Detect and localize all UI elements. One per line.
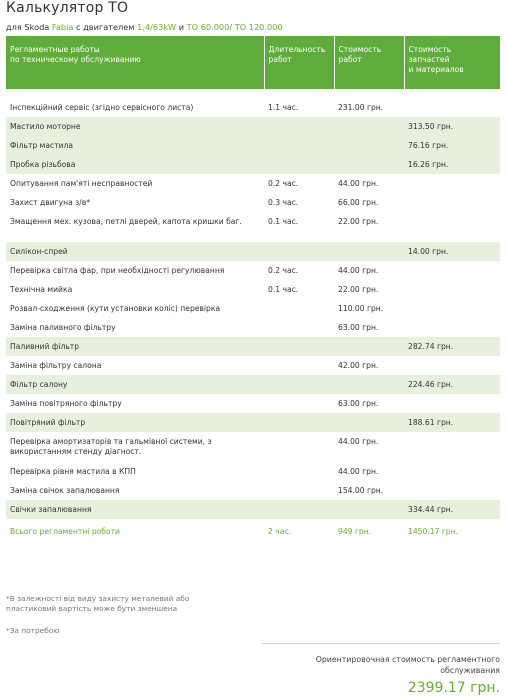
summary-label: Ориентировочная стоимость регламентного обслуживания xyxy=(315,655,500,675)
table-row xyxy=(6,432,500,462)
duration-cell xyxy=(264,136,334,155)
table-row xyxy=(6,261,500,280)
labor-cell: 44.00 грн. xyxy=(338,437,379,446)
work-cell: Фільтр мастила xyxy=(6,136,264,155)
footnote-as-needed: *За потребою xyxy=(6,626,60,635)
duration-cell xyxy=(264,337,334,356)
vehicle-subtitle xyxy=(6,22,283,32)
work-cell: Захист двигуна з/в* xyxy=(10,198,91,207)
duration-cell xyxy=(264,432,334,462)
labor-cell: 63.00 грн. xyxy=(338,399,379,408)
table-row xyxy=(6,242,500,261)
parts-cell xyxy=(404,212,500,242)
header-work xyxy=(6,36,264,89)
header-line: и материалов xyxy=(408,65,464,74)
total-labor: 949 грн. xyxy=(338,527,372,536)
work-cell: Розвал-сходження (кути установки коліс) перевірка xyxy=(10,304,221,313)
total-label: Всього регламентні роботи xyxy=(10,527,120,536)
duration-cell: 0.2 час. xyxy=(268,179,299,188)
labor-cell: 44.00 грн. xyxy=(338,467,379,476)
parts-cell xyxy=(404,261,500,280)
subtitle-prefix: для Skoda xyxy=(6,22,52,32)
labor-cell: 22.00 грн. xyxy=(338,285,379,294)
header-labor-cost xyxy=(334,36,404,89)
table-row xyxy=(6,155,500,174)
table-row xyxy=(6,481,500,500)
labor-cell: 66.00 грн. xyxy=(338,198,379,207)
parts-cell xyxy=(404,89,500,117)
parts-cell xyxy=(404,193,500,212)
labor-cell: 44.00 грн. xyxy=(338,266,379,275)
duration-cell: 1.1 час. xyxy=(268,103,299,112)
labor-cell: 63.00 грн. xyxy=(338,323,379,332)
labor-cell xyxy=(334,500,404,519)
labor-cell: 110.00 грн. xyxy=(338,304,384,313)
work-cell: Заміна свічок запалювання xyxy=(10,486,120,495)
duration-cell: 0.3 час. xyxy=(268,198,299,207)
labor-cell: 22.00 грн. xyxy=(338,217,379,226)
labor-cell xyxy=(334,117,404,136)
duration-cell xyxy=(264,500,334,519)
duration-cell xyxy=(264,413,334,432)
parts-cell: 224.46 грн. xyxy=(404,375,500,394)
duration-cell xyxy=(264,462,334,481)
header-line: Длительность xyxy=(268,45,326,54)
parts-cell xyxy=(404,462,500,481)
work-cell: Інспекційний сервіс (згідно сервісного листа) xyxy=(10,103,194,112)
table-row xyxy=(6,193,500,212)
labor-cell xyxy=(334,413,404,432)
duration-cell xyxy=(264,356,334,375)
labor-cell: 231.00 грн. xyxy=(338,103,384,112)
table-row xyxy=(6,500,500,519)
header-line: работ xyxy=(338,55,362,64)
duration-cell: 0.2 час. xyxy=(268,266,299,275)
table-row xyxy=(6,356,500,375)
work-cell: Опитування пам'яті несправностей xyxy=(10,179,153,188)
total-parts: 1450.17 грн. xyxy=(408,527,459,536)
page-title: Калькулятор ТО xyxy=(6,0,129,16)
duration-cell xyxy=(264,242,334,261)
table-row xyxy=(6,212,500,242)
labor-cell: 42.00 грн. xyxy=(338,361,379,370)
labor-cell: 44.00 грн. xyxy=(338,179,379,188)
work-cell: Заміна повітряного фільтру xyxy=(10,399,122,408)
labor-cell xyxy=(334,136,404,155)
table-row xyxy=(6,462,500,481)
duration-cell: 0.1 час. xyxy=(268,217,299,226)
work-cell: Технічна мийка xyxy=(10,285,73,294)
parts-cell: 313.50 грн. xyxy=(404,117,500,136)
work-cell: Мастило моторне xyxy=(6,117,264,136)
labor-cell xyxy=(334,242,404,261)
parts-cell xyxy=(404,356,500,375)
duration-cell xyxy=(264,155,334,174)
parts-cell: 334.44 грн. xyxy=(404,500,500,519)
parts-cell: 14.00 грн. xyxy=(404,242,500,261)
work-cell: Перевірка амортизаторів та гальмівної системи, з використанням стенду діагност. xyxy=(10,437,212,456)
total-row xyxy=(6,519,500,541)
maintenance-table xyxy=(6,36,500,541)
header-parts-cost xyxy=(404,36,500,89)
duration-cell xyxy=(264,394,334,413)
work-cell: Паливний фільтр xyxy=(6,337,264,356)
work-cell: Повітряний фільтр xyxy=(6,413,264,432)
labor-cell: 154.00 грн. xyxy=(338,486,384,495)
table-row xyxy=(6,299,500,318)
work-cell: Перевірка світла фар, при необхідності регулювання xyxy=(10,266,225,275)
table-row xyxy=(6,136,500,155)
engine-link[interactable]: 1,4/63kW xyxy=(137,22,177,32)
header-line: по техническому обслуживанию xyxy=(10,55,141,64)
parts-cell xyxy=(404,432,500,462)
duration-cell xyxy=(264,117,334,136)
work-cell: Перевірка рівня мастила в КПП xyxy=(10,467,136,476)
parts-cell xyxy=(404,299,500,318)
parts-cell xyxy=(404,280,500,299)
table-row xyxy=(6,394,500,413)
duration-cell xyxy=(264,299,334,318)
parts-cell: 16.26 грн. xyxy=(404,155,500,174)
parts-cell xyxy=(404,481,500,500)
work-cell: Силікон-спрей xyxy=(6,242,264,261)
parts-cell xyxy=(404,174,500,193)
labor-cell xyxy=(334,375,404,394)
model-link[interactable]: Fabia xyxy=(51,22,74,32)
work-cell: Змащення мех. кузова, петлі дверей, капота кришки баг. xyxy=(10,217,242,226)
table-row xyxy=(6,375,500,394)
work-cell: Фільтр салону xyxy=(6,375,264,394)
table-row xyxy=(6,318,500,337)
header-line: Регламентные работы xyxy=(10,45,100,54)
parts-cell xyxy=(404,394,500,413)
work-cell: Заміна фільтру салона xyxy=(10,361,102,370)
interval-link[interactable]: ТО 60.000/ ТО 120.000 xyxy=(186,22,283,32)
total-duration: 2 час. xyxy=(268,527,291,536)
subtitle-mid: с двигателем xyxy=(73,22,138,32)
header-line: Стоимость xyxy=(408,45,452,54)
footnote-protection: *В залежності від виду захисту металевий або пластиковий вартість може бути зменшена xyxy=(6,594,190,613)
table-row xyxy=(6,413,500,432)
duration-cell: 0.1 час. xyxy=(268,285,299,294)
duration-cell xyxy=(264,481,334,500)
parts-cell: 282.74 грн. xyxy=(404,337,500,356)
summary-divider xyxy=(262,643,500,644)
table-row xyxy=(6,174,500,193)
parts-cell: 188.61 грн. xyxy=(404,413,500,432)
parts-cell: 76.16 грн. xyxy=(404,136,500,155)
table-row xyxy=(6,280,500,299)
header-duration xyxy=(264,36,334,89)
header-line: запчастей xyxy=(408,55,450,64)
summary-total: 2399.17 грн. xyxy=(407,680,500,696)
parts-cell xyxy=(404,318,500,337)
labor-cell xyxy=(334,155,404,174)
work-cell: Свічки запалювання xyxy=(6,500,264,519)
table-row xyxy=(6,337,500,356)
header-line: работ xyxy=(268,55,292,64)
subtitle-and: и xyxy=(176,22,187,32)
table-header-row xyxy=(6,36,500,89)
work-cell: Заміна паливного фільтру xyxy=(10,323,116,332)
table-row xyxy=(6,89,500,117)
duration-cell xyxy=(264,318,334,337)
duration-cell xyxy=(264,375,334,394)
labor-cell xyxy=(334,337,404,356)
header-line: Стоимость xyxy=(338,45,382,54)
work-cell: Пробка різьбова xyxy=(6,155,264,174)
table-row xyxy=(6,117,500,136)
